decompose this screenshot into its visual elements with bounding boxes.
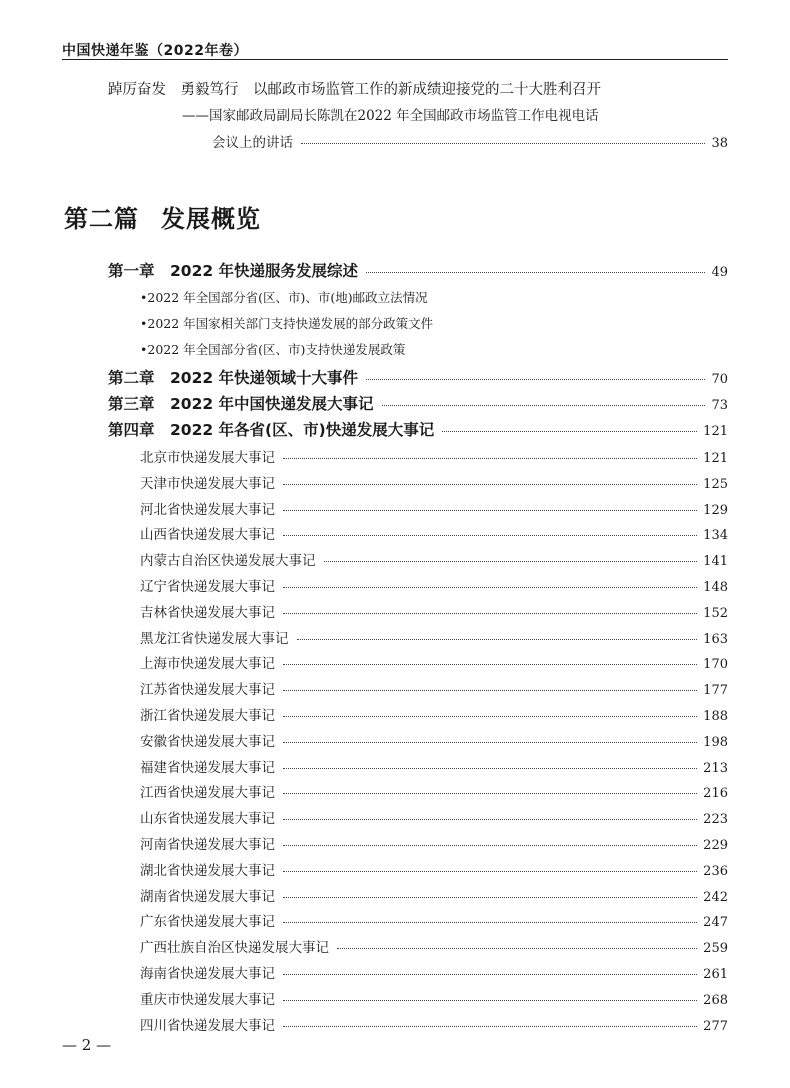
toc-page-number: 247 bbox=[703, 915, 728, 931]
toc-item[interactable] bbox=[140, 652, 728, 672]
toc-item-label: 吉林省快递发展大事记 bbox=[140, 604, 275, 621]
leader-dots bbox=[283, 768, 697, 769]
toc-item[interactable] bbox=[140, 575, 728, 595]
toc-item[interactable] bbox=[140, 498, 728, 518]
leader-dots bbox=[283, 535, 697, 536]
toc-page-number: 223 bbox=[703, 812, 728, 828]
toc-page-number: 177 bbox=[703, 683, 728, 699]
toc-item-label: 黑龙江省快递发展大事记 bbox=[140, 630, 289, 647]
running-header: 中国快递年鉴（2022年卷） bbox=[62, 43, 248, 59]
toc-page-number: 261 bbox=[703, 967, 728, 982]
toc-item[interactable] bbox=[140, 936, 728, 956]
leader-dots bbox=[283, 1000, 697, 1001]
toc-item-label: 浙江省快递发展大事记 bbox=[140, 708, 275, 724]
toc-item-label: 辽宁省快递发展大事记 bbox=[140, 579, 275, 595]
toc-item-label: 北京市快递发展大事记 bbox=[140, 450, 275, 466]
leader-dots bbox=[283, 922, 697, 923]
toc-page-number: 163 bbox=[703, 631, 728, 647]
intro-subtitle: ——国家邮政局副局长陈凯在2022 年全国邮政市场监管工作电视电话 bbox=[182, 108, 599, 124]
toc-bullet[interactable]: •2022 年全国部分省(区、市)支持快递发展政策 bbox=[140, 342, 406, 357]
toc-page-number: 73 bbox=[711, 398, 728, 413]
leader-dots bbox=[283, 974, 697, 975]
toc-item-label: 四川省快递发展大事记 bbox=[140, 1017, 275, 1034]
leader-dots bbox=[324, 561, 698, 562]
toc-page-number: 277 bbox=[703, 1018, 728, 1034]
toc-page-number: 242 bbox=[703, 889, 728, 905]
toc-page-number: 121 bbox=[703, 451, 728, 466]
toc-chapter-4[interactable] bbox=[108, 418, 728, 440]
leader-dots bbox=[283, 897, 697, 898]
toc-item-label: 河南省快递发展大事记 bbox=[140, 837, 275, 853]
leader-dots bbox=[283, 458, 697, 459]
toc-entry-intro[interactable] bbox=[212, 131, 728, 151]
section-name: 发展概览 bbox=[161, 205, 261, 233]
toc-item-label: 安徽省快递发展大事记 bbox=[140, 733, 275, 750]
toc-item-label: 上海市快递发展大事记 bbox=[140, 656, 275, 673]
toc-item-label: 河北省快递发展大事记 bbox=[140, 501, 275, 518]
toc-item[interactable] bbox=[140, 756, 728, 776]
toc-item-label: 内蒙古自治区快递发展大事记 bbox=[140, 553, 316, 570]
toc-page-number: 259 bbox=[703, 941, 728, 957]
toc-page-number: 170 bbox=[703, 657, 728, 673]
toc-item-label: 广东省快递发展大事记 bbox=[140, 914, 275, 931]
toc-item-label: 湖北省快递发展大事记 bbox=[140, 862, 275, 879]
leader-dots bbox=[297, 639, 698, 640]
toc-item[interactable] bbox=[140, 781, 728, 801]
toc-page-number: 121 bbox=[703, 424, 728, 439]
toc-item[interactable] bbox=[140, 627, 728, 647]
toc-entry-label: 会议上的讲话 bbox=[212, 135, 293, 151]
toc-item[interactable] bbox=[140, 730, 728, 750]
toc-item[interactable] bbox=[140, 472, 728, 492]
toc-chapter-3[interactable] bbox=[108, 392, 728, 414]
toc-page-number: 236 bbox=[703, 863, 728, 879]
toc-page-number: 198 bbox=[703, 734, 728, 750]
toc-item[interactable] bbox=[140, 885, 728, 905]
toc-item-label: 重庆市快递发展大事记 bbox=[140, 991, 275, 1008]
chapter-label: 第四章 2022 年各省(区、市)快递发展大事记 bbox=[108, 421, 435, 439]
leader-dots bbox=[283, 716, 697, 717]
chapter-label: 第三章 2022 年中国快递发展大事记 bbox=[108, 395, 374, 413]
leader-dots bbox=[283, 1026, 697, 1027]
toc-page-number: 125 bbox=[703, 476, 728, 492]
toc-item[interactable] bbox=[140, 549, 728, 569]
leader-dots bbox=[283, 690, 697, 691]
toc-item[interactable] bbox=[140, 446, 728, 466]
toc-page-number: 134 bbox=[703, 528, 728, 544]
toc-item[interactable] bbox=[140, 859, 728, 879]
toc-page-number: 49 bbox=[711, 265, 728, 280]
leader-dots bbox=[442, 431, 697, 432]
toc-page-number: 38 bbox=[711, 136, 728, 151]
toc-item[interactable] bbox=[140, 807, 728, 827]
page-number: — 2 — bbox=[62, 1036, 112, 1054]
header-rule bbox=[62, 59, 728, 60]
toc-item[interactable] bbox=[140, 704, 728, 724]
leader-dots bbox=[337, 948, 697, 949]
toc-bullet[interactable]: •2022 年全国部分省(区、市)、市(地)邮政立法情况 bbox=[140, 290, 428, 305]
toc-item-label: 山西省快递发展大事记 bbox=[140, 527, 275, 544]
toc-bullet[interactable]: •2022 年国家相关部门支持快递发展的部分政策文件 bbox=[140, 316, 434, 331]
leader-dots bbox=[366, 379, 705, 380]
toc-page-number: 268 bbox=[703, 992, 728, 1008]
leader-dots bbox=[283, 819, 697, 820]
chapter-label: 第一章 2022 年快递服务发展综述 bbox=[108, 262, 359, 280]
leader-dots bbox=[283, 510, 697, 511]
toc-page-number: 229 bbox=[703, 838, 728, 853]
toc-item-label: 山东省快递发展大事记 bbox=[140, 811, 275, 828]
toc-page-number: 152 bbox=[703, 605, 728, 621]
toc-item[interactable] bbox=[140, 523, 728, 543]
leader-dots bbox=[283, 664, 697, 665]
toc-item[interactable] bbox=[140, 833, 728, 853]
toc-item-label: 天津市快递发展大事记 bbox=[140, 475, 275, 492]
toc-page-number: 213 bbox=[703, 760, 728, 776]
toc-item[interactable] bbox=[140, 678, 728, 698]
toc-item[interactable] bbox=[140, 962, 728, 982]
toc-item-label: 海南省快递发展大事记 bbox=[140, 966, 275, 982]
toc-item[interactable] bbox=[140, 910, 728, 930]
toc-page-number: 70 bbox=[711, 372, 728, 387]
toc-chapter-1[interactable] bbox=[108, 259, 728, 281]
toc-page-number: 148 bbox=[703, 580, 728, 595]
leader-dots bbox=[283, 871, 697, 872]
leader-dots bbox=[366, 272, 705, 273]
toc-item-label: 湖南省快递发展大事记 bbox=[140, 888, 275, 905]
leader-dots bbox=[301, 143, 705, 144]
leader-dots bbox=[283, 613, 697, 614]
leader-dots bbox=[283, 484, 697, 485]
toc-page-number: 141 bbox=[703, 554, 728, 570]
leader-dots bbox=[283, 845, 697, 846]
section-number: 第二篇 bbox=[64, 205, 139, 233]
leader-dots bbox=[283, 742, 697, 743]
toc-page-number: 216 bbox=[703, 786, 728, 802]
intro-title: 踔厉奋发 勇毅笃行 以邮政市场监管工作的新成绩迎接党的二十大胜利召开 bbox=[108, 82, 601, 98]
chapter-label: 第二章 2022 年快递领域十大事件 bbox=[108, 369, 359, 387]
section-title bbox=[64, 199, 283, 234]
toc-item-label: 广西壮族自治区快递发展大事记 bbox=[140, 940, 329, 957]
toc-item-label: 江西省快递发展大事记 bbox=[140, 785, 275, 802]
toc-item[interactable] bbox=[140, 1014, 728, 1034]
toc-item-label: 江苏省快递发展大事记 bbox=[140, 682, 275, 699]
leader-dots bbox=[283, 793, 697, 794]
toc-page-number: 188 bbox=[703, 709, 728, 724]
toc-item[interactable] bbox=[140, 601, 728, 621]
toc-item-label: 福建省快递发展大事记 bbox=[140, 759, 275, 776]
toc-chapter-2[interactable] bbox=[108, 366, 728, 388]
leader-dots bbox=[283, 587, 697, 588]
toc-page-number: 129 bbox=[703, 502, 728, 518]
leader-dots bbox=[382, 405, 706, 406]
toc-item[interactable] bbox=[140, 988, 728, 1008]
